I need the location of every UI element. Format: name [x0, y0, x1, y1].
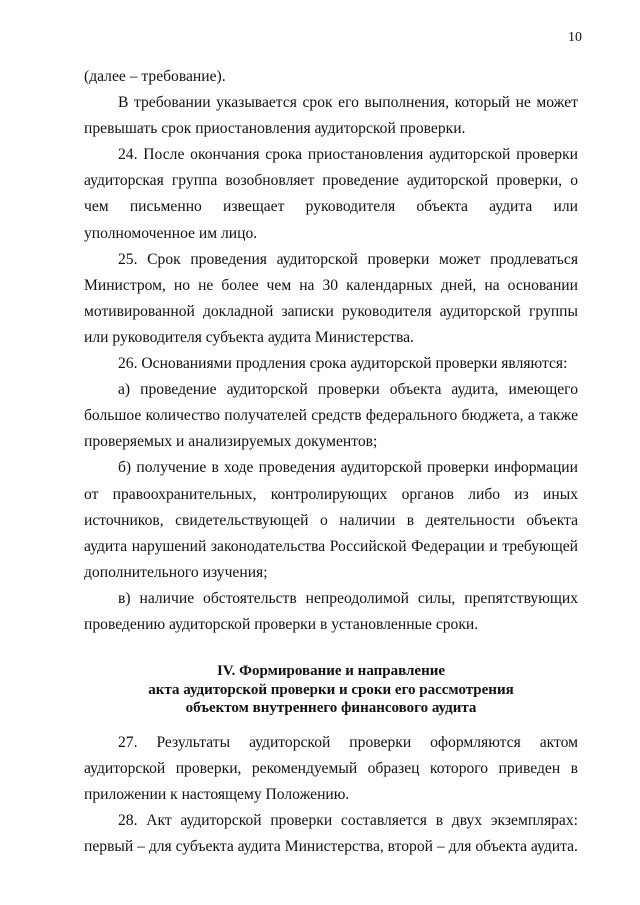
paragraph: 26. Основаниями продления срока аудиторской проверки являются:	[118, 355, 568, 373]
paragraph: 27. Результаты аудиторской проверки оформляются актом аудиторской проверки, рекомендуемый образец которого приведен в приложении к настоящему Положению.	[84, 733, 578, 803]
page-number: 10	[568, 30, 582, 45]
document-body	[84, 64, 578, 860]
section-heading	[84, 662, 578, 718]
paragraph: 28. Акт аудиторской проверки составляется в двух экземплярах: первый – для субъекта аудита Министерства, второй – для объекта аудита.	[84, 811, 578, 855]
paragraph: (далее – требование).	[84, 68, 226, 85]
paragraphs-after-section	[84, 730, 578, 860]
paragraph: б) получение в ходе проведения аудиторской проверки информации от правоохранительных, контролирующих органов либо из иных источников, свидетельствующей о наличии в деятельности объекта аудита нарушений законодательства Российской Федерации и требующей дополнительного изучения;	[84, 459, 578, 581]
section-heading-line: акта аудиторской проверки и сроки его рассмотрения	[148, 681, 514, 698]
paragraph: 25. Срок проведения аудиторской проверки может продлеваться Министром, но не более чем на 30 календарных дней, на основании мотивированной докладной записки руководителя аудиторской группы или руководителя субъекта аудита Министерства.	[84, 250, 578, 346]
paragraph: В требовании указывается срок его выполнения, который не может превышать срок приостановления аудиторской проверки.	[84, 94, 578, 138]
paragraphs-before-section	[84, 64, 578, 638]
paragraph: в) наличие обстоятельств непреодолимой силы, препятствующих проведению аудиторской проверки в установленные сроки.	[84, 589, 578, 633]
section-heading-line: IV. Формирование и направление	[216, 663, 446, 680]
paragraph: а) проведение аудиторской проверки объекта аудита, имеющего большое количество получателей средств федерального бюджета, а также проверяемых и анализируемых документов;	[84, 381, 578, 451]
section-heading-line: объектом внутреннего финансового аудита	[185, 700, 477, 717]
paragraph: 24. После окончания срока приостановления аудиторской проверки аудиторская группа возобновляет проведение аудиторской проверки, о чем письменно извещает руководителя объекта аудита или уполномоченное им лицо.	[84, 146, 578, 242]
